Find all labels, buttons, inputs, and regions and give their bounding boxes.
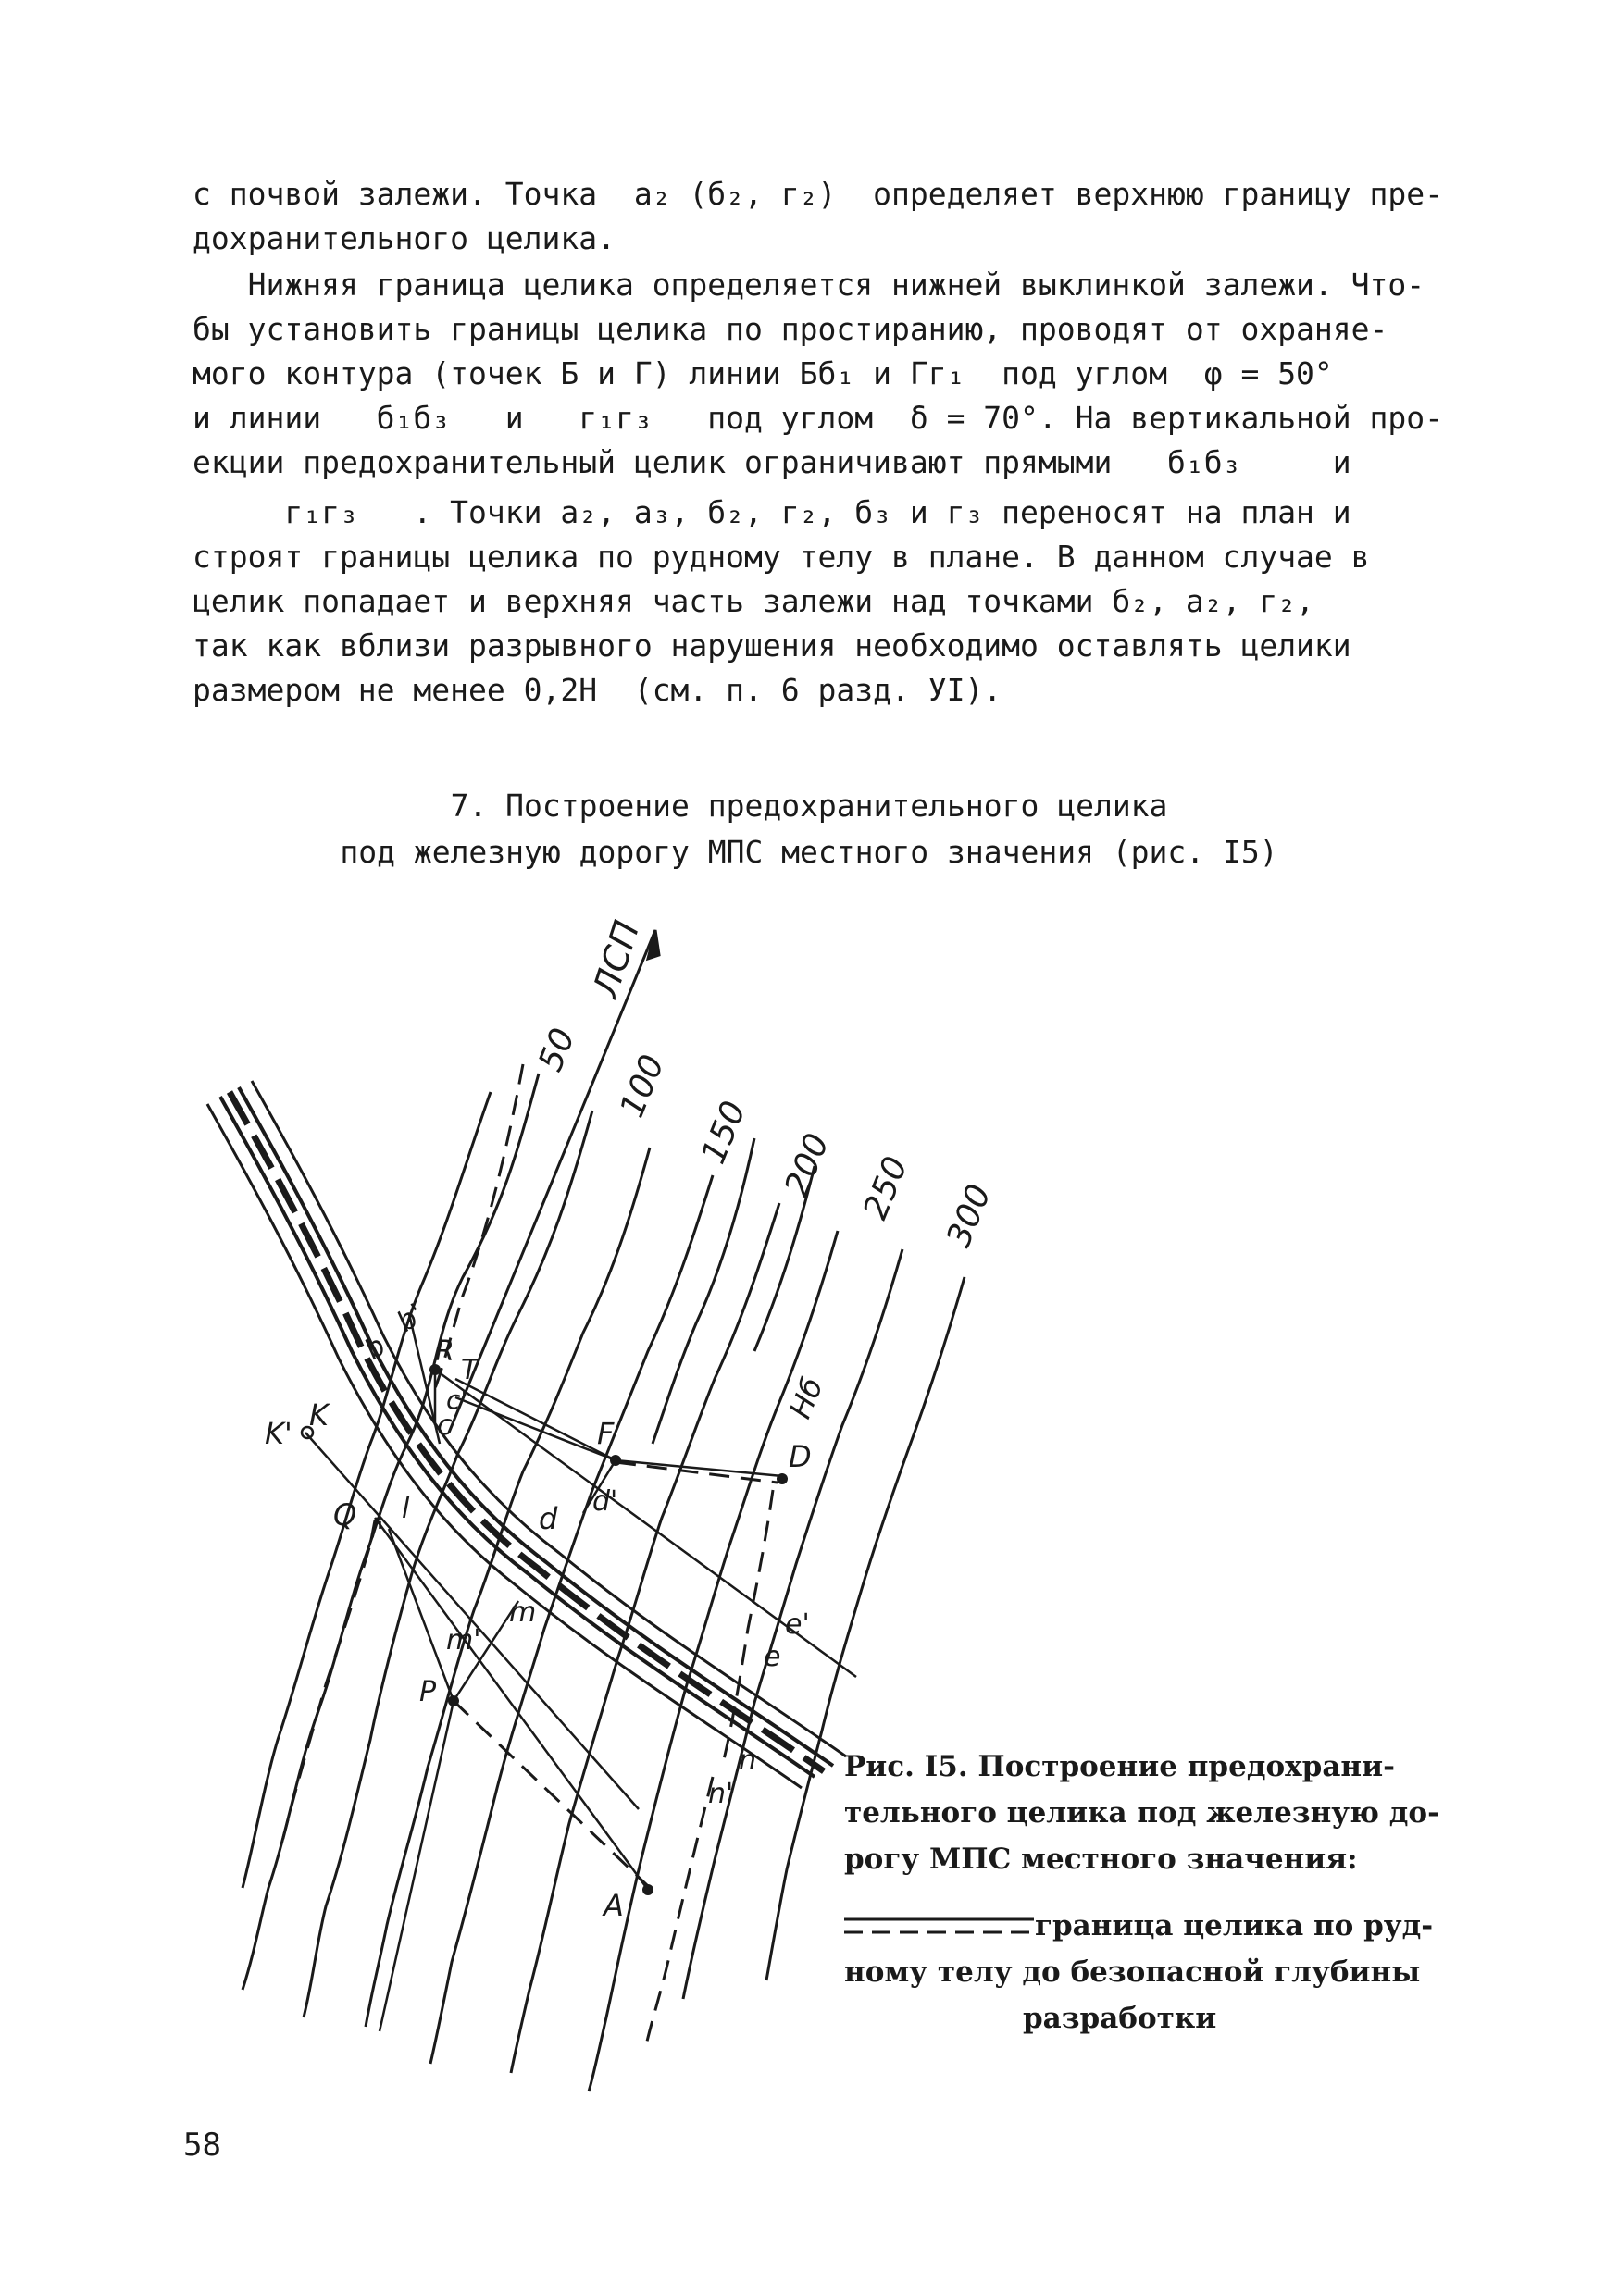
text-line: размером не менее 0,2Н (см. п. 6 разд. УI). xyxy=(193,672,1002,708)
hb-label: Нб xyxy=(782,1372,830,1423)
lsp-axis-label: ЛСП xyxy=(584,915,648,1002)
caption-line-1: Рис. I5. Построение предохрани- xyxy=(844,1750,1395,1783)
contour-label-300: 300 xyxy=(940,1179,1000,1253)
contour-label-50: 50 xyxy=(531,1023,583,1077)
point-label-n-prime: n' xyxy=(708,1778,734,1810)
pillar-boundary-dashed xyxy=(282,1064,781,2045)
point-label-l-prime: l' xyxy=(368,1517,384,1549)
point-label-f: F xyxy=(597,1416,615,1451)
text-line: мого контура (точек Б и Г) линии Бб₁ и Гг₁ под углом φ = 50° xyxy=(193,355,1333,391)
point-marker xyxy=(642,1884,653,1895)
contour-line xyxy=(589,1231,838,2091)
caption-line-2: тельного целика под железную до- xyxy=(844,1796,1439,1830)
point-label-b-prime: b' xyxy=(391,1297,430,1339)
contour-label-250: 250 xyxy=(856,1151,916,1225)
point-label-r: R xyxy=(435,1335,454,1368)
point-label-k: K xyxy=(309,1397,329,1433)
point-label-d: d xyxy=(539,1501,558,1536)
point-label-l: l xyxy=(402,1493,410,1525)
line-c-f xyxy=(455,1397,616,1460)
legend-dashed-line-icon xyxy=(844,1914,1039,1942)
point-label-c: c xyxy=(437,1409,453,1442)
point-label-p: P xyxy=(419,1676,437,1708)
point-label-e: e xyxy=(764,1641,781,1673)
text-line: строят границы целика по рудному телу в плане. В данном случае в xyxy=(193,539,1370,575)
point-label-m-prime: m' xyxy=(446,1624,481,1657)
point-label-n: n xyxy=(739,1744,757,1777)
contour-line xyxy=(430,1175,713,2064)
section-heading-line-2: под железную дорогу МПС местного значения (рис. I5) xyxy=(340,834,1278,870)
point-label-k-prime: K' xyxy=(265,1416,292,1451)
point-label-m: m xyxy=(509,1596,537,1629)
caption-line-3: рогу МПС местного значения: xyxy=(844,1843,1358,1876)
text-line: так как вблизи разрывного нарушения необходимо оставлять целики xyxy=(193,627,1351,664)
text-line: целик попадает и верхняя часть залежи над точками б₂, а₂, г₂, xyxy=(193,583,1314,619)
text-line: екции предохранительный целик ограничивают прямыми б₁б₃ и xyxy=(193,444,1351,480)
caption-line-6: разработки xyxy=(1023,2002,1217,2035)
point-label-a: A xyxy=(604,1888,624,1923)
point-label-b: b xyxy=(358,1329,392,1367)
point-label-c-prime: c' xyxy=(446,1384,468,1415)
line-q-a xyxy=(375,1518,648,1890)
point-label-q: Q xyxy=(333,1497,357,1533)
contour-label-150: 150 xyxy=(694,1096,754,1170)
text-line: дохранительного целика. xyxy=(193,220,616,256)
point-label-d-prime: d' xyxy=(592,1485,618,1518)
dashed-connector-p-a xyxy=(454,1701,648,1886)
contour-label-200: 200 xyxy=(778,1128,838,1202)
point-label-d-upper: D xyxy=(789,1439,812,1474)
contour-line xyxy=(653,1138,754,1444)
point-marker xyxy=(777,1473,788,1484)
lsp-axis-line xyxy=(449,930,655,1433)
point-label-t: T xyxy=(461,1354,479,1386)
caption-line-5: ному телу до безопасной глубины xyxy=(844,1955,1421,1989)
contour-label-100: 100 xyxy=(613,1049,673,1123)
text-line: бы установить границы целика по простиранию, проводят от охраняе- xyxy=(193,311,1388,347)
text-line: и линии б₁б₃ и г₁г₃ под углом δ = 70°. На вертикальной про- xyxy=(193,400,1444,436)
point-marker xyxy=(448,1695,459,1706)
section-heading-line-1: 7. Построение предохранительного целика xyxy=(450,788,1168,824)
point-label-e-prime: e' xyxy=(785,1608,810,1641)
caption-legend-text: граница целика по руд- xyxy=(1035,1909,1434,1942)
text-line: Нижняя граница целика определяется нижней выклинкой залежи. Что- xyxy=(193,267,1425,303)
text-line: г₁г₃ . Точки а₂, а₃, б₂, г₂, б₃ и г₃ переносят на план и xyxy=(193,494,1351,530)
line-p-bottom xyxy=(380,1701,454,2031)
page-number: 58 xyxy=(183,2127,221,2164)
point-marker xyxy=(610,1455,621,1466)
text-line: с почвой залежи. Точка а₂ (б₂, г₂) определяет верхнюю границу пре- xyxy=(193,176,1444,212)
